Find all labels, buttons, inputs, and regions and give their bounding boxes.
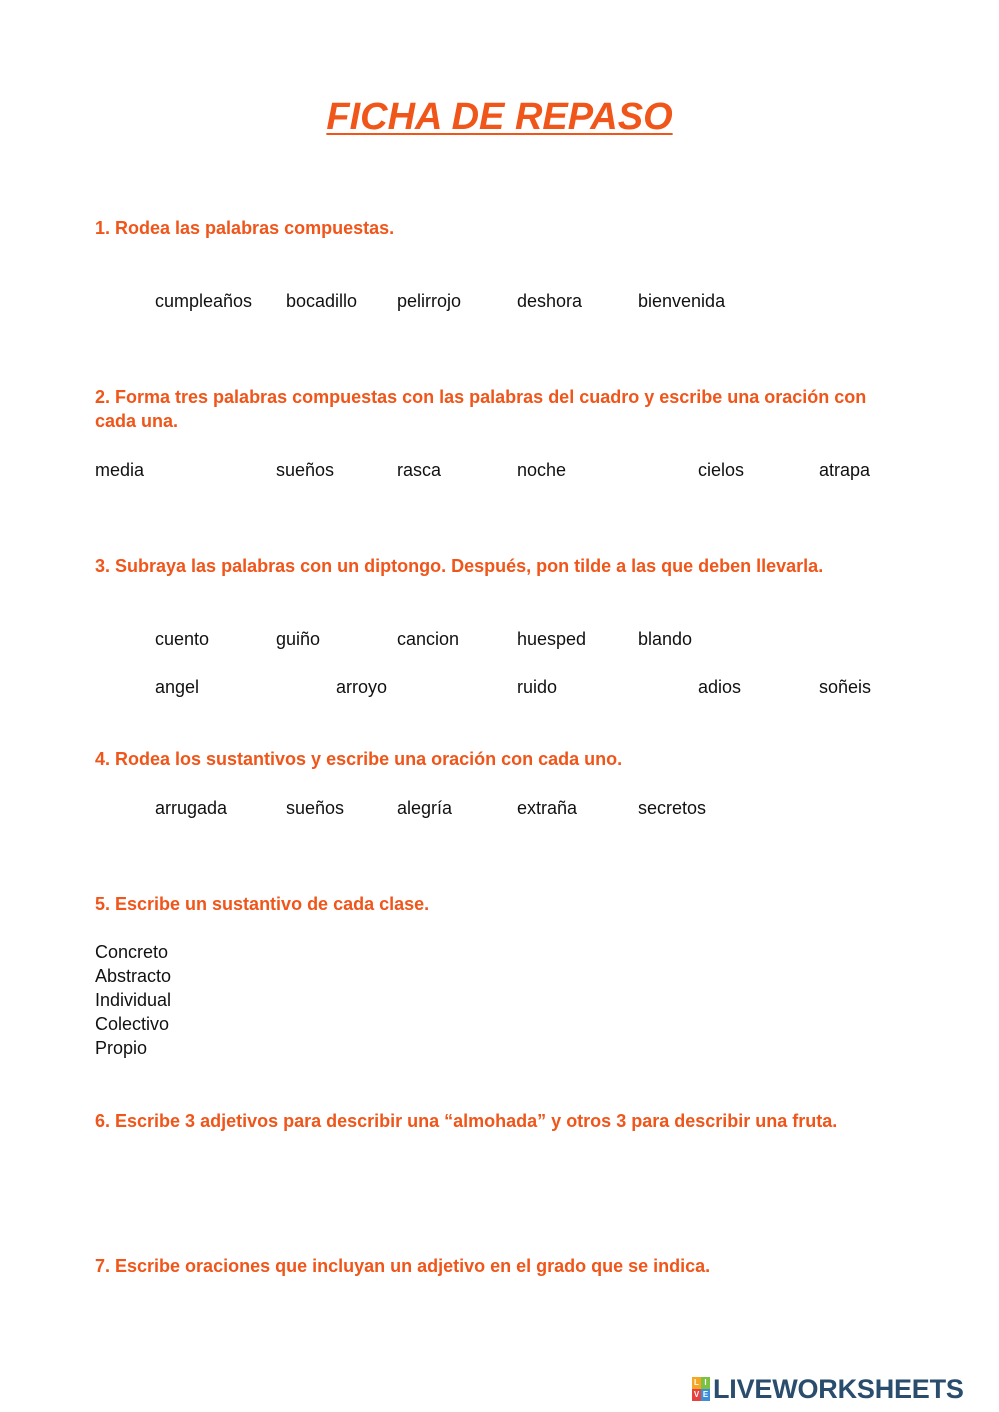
word-angel[interactable]: angel (155, 677, 200, 697)
word-extrana[interactable]: extraña (517, 798, 578, 818)
word-blando[interactable]: blando (638, 629, 693, 649)
word-huesped[interactable]: huesped (517, 629, 587, 649)
question-6: 6. Escribe 3 adjetivos para describir una “almohada” y otros 3 para describir una fruta. (95, 1111, 838, 1131)
word-rasca: rasca (397, 460, 442, 480)
word-secretos[interactable]: secretos (638, 798, 707, 818)
word-noche: noche (517, 460, 567, 480)
word-arrugada[interactable]: arrugada (155, 798, 228, 818)
word-adios[interactable]: adios (698, 677, 742, 697)
word-deshora[interactable]: deshora (517, 291, 583, 311)
word-atrapa: atrapa (819, 460, 871, 480)
question-4: 4. Rodea los sustantivos y escribe una oración con cada uno. (95, 749, 623, 769)
noun-class-item: Colectivo (95, 1014, 170, 1034)
word-soneis[interactable]: soñeis (819, 677, 872, 697)
word-cancion[interactable]: cancion (397, 629, 460, 649)
question-3: 3. Subraya las palabras con un diptongo. Después, pon tilde a las que deben llevarla. (95, 556, 824, 576)
word-bienvenida[interactable]: bienvenida (638, 291, 726, 311)
question-7: 7. Escribe oraciones que incluyan un adjetivo en el grado que se indica. (95, 1256, 711, 1276)
noun-class-list (95, 940, 171, 1060)
mark-letter: I (701, 1377, 710, 1389)
word-cumpleanos[interactable]: cumpleaños (155, 291, 253, 311)
word-bocadillo[interactable]: bocadillo (286, 291, 358, 311)
word-arroyo[interactable]: arroyo (336, 677, 388, 697)
question-1: 1. Rodea las palabras compuestas. (95, 218, 395, 238)
liveworksheets-mark-icon (692, 1377, 710, 1401)
word-alegria[interactable]: alegría (397, 798, 453, 818)
liveworksheets-logo (692, 1372, 964, 1406)
question-5: 5. Escribe un sustantivo de cada clase. (95, 894, 430, 914)
word-media: media (95, 460, 145, 480)
noun-class-item: Propio (95, 1038, 148, 1058)
word-pelirrojo[interactable]: pelirrojo (397, 291, 462, 311)
word-ruido[interactable]: ruido (517, 677, 558, 697)
mark-letter: L (692, 1377, 701, 1389)
word-cuento[interactable]: cuento (155, 629, 210, 649)
word-guino[interactable]: guiño (276, 629, 321, 649)
brand-name: LIVEWORKSHEETS (713, 1373, 964, 1404)
word-cielos: cielos (698, 460, 745, 480)
noun-class-item: Abstracto (95, 966, 172, 986)
mark-letter: E (702, 1390, 709, 1399)
noun-class-item: Individual (95, 990, 172, 1010)
word-suenos: sueños (276, 460, 335, 480)
word-suenos-2[interactable]: sueños (286, 798, 345, 818)
mark-letter: V (693, 1390, 700, 1399)
question-2: 2. Forma tres palabras compuestas con las palabras del cuadro y escribe una oración con cada una. (95, 387, 867, 431)
noun-class-item: Concreto (95, 942, 169, 962)
page-title: FICHA DE REPASO (326, 96, 673, 138)
